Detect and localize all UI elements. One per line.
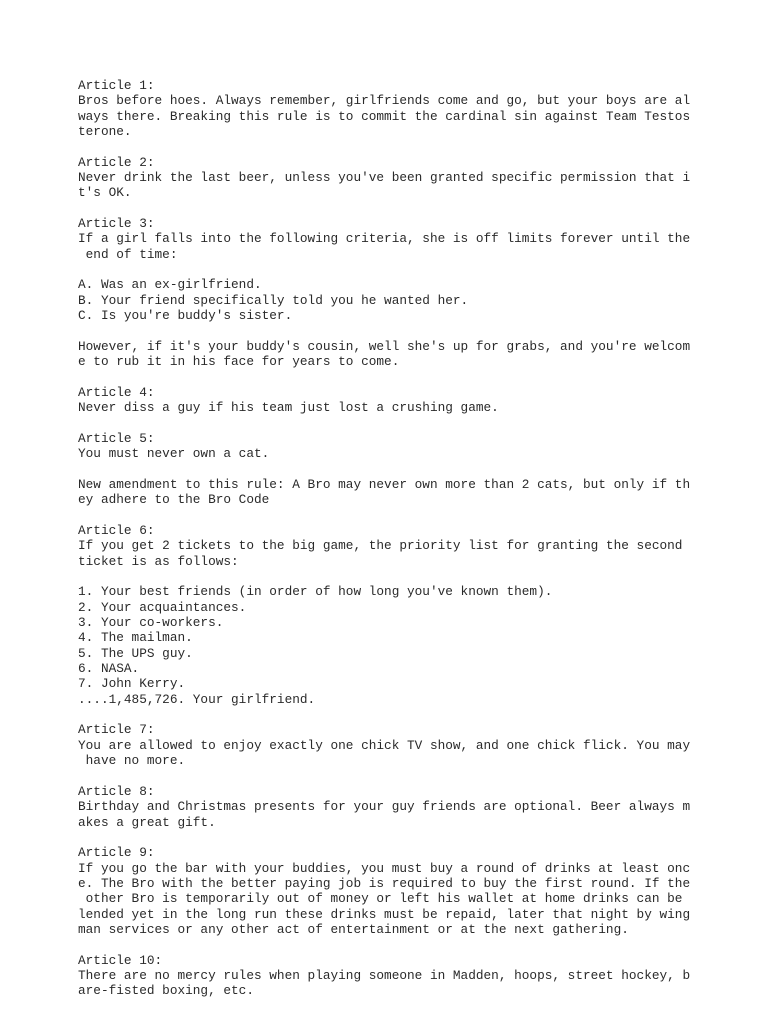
text-line: ticket is as follows: bbox=[78, 553, 239, 569]
article-heading: Article 8: bbox=[78, 783, 155, 799]
article-heading: Article 7: bbox=[78, 722, 155, 738]
list-item: 2. Your acquaintances. bbox=[78, 599, 247, 615]
list-item: 7. John Kerry. bbox=[78, 676, 186, 692]
text-line: have no more. bbox=[78, 753, 186, 769]
list-item: B. Your friend specifically told you he wanted her. bbox=[78, 292, 469, 308]
text-line: man services or any other act of entertainment or at the next gathering. bbox=[78, 921, 629, 937]
article-heading: Article 10: bbox=[78, 952, 163, 968]
text-line: lended yet in the long run these drinks must be repaid, later that night by wing bbox=[78, 906, 691, 922]
text-line: ways there. Breaking this rule is to commit the cardinal sin against Team Testos bbox=[78, 108, 691, 124]
list-item: A. Was an ex-girlfriend. bbox=[78, 277, 262, 293]
article-7 bbox=[78, 722, 758, 768]
list-item: 1. Your best friends (in order of how long you've known them). bbox=[78, 584, 553, 600]
article-8 bbox=[78, 784, 758, 830]
text-line: Birthday and Christmas presents for your guy friends are optional. Beer always m bbox=[78, 799, 691, 815]
article-9 bbox=[78, 845, 758, 937]
text-line: e to rub it in his face for years to come. bbox=[78, 354, 400, 370]
article-10 bbox=[78, 953, 758, 999]
text-line: There are no mercy rules when playing someone in Madden, hoops, street hockey, b bbox=[78, 967, 691, 983]
priority-list bbox=[78, 584, 758, 707]
article-1 bbox=[78, 78, 758, 139]
text-line: Bros before hoes. Always remember, girlfriends come and go, but your boys are al bbox=[78, 93, 691, 109]
list-item: ....1,485,726. Your girlfriend. bbox=[78, 691, 316, 707]
text-line: You must never own a cat. bbox=[78, 446, 270, 462]
text-line: akes a great gift. bbox=[78, 814, 216, 830]
text-line: New amendment to this rule: A Bro may never own more than 2 cats, but only if th bbox=[78, 476, 691, 492]
article-2 bbox=[78, 155, 758, 201]
article-5 bbox=[78, 431, 758, 462]
article-3 bbox=[78, 216, 758, 262]
list-item: 4. The mailman. bbox=[78, 630, 193, 646]
text-line: terone. bbox=[78, 124, 132, 140]
text-line: However, if it's your buddy's cousin, well she's up for grabs, and you're welcom bbox=[78, 338, 691, 354]
text-line: ey adhere to the Bro Code bbox=[78, 492, 270, 508]
text-line: end of time: bbox=[78, 246, 178, 262]
text-line: other Bro is temporarily out of money or left his wallet at home drinks can be bbox=[78, 891, 683, 907]
article-heading: Article 2: bbox=[78, 154, 155, 170]
article-3-exception bbox=[78, 339, 758, 370]
article-heading: Article 5: bbox=[78, 430, 155, 446]
text-line: If you go the bar with your buddies, you must buy a round of drinks at least onc bbox=[78, 860, 691, 876]
article-heading: Article 4: bbox=[78, 384, 155, 400]
criteria-list bbox=[78, 277, 758, 323]
article-heading: Article 9: bbox=[78, 845, 155, 861]
list-item: C. Is you're buddy's sister. bbox=[78, 308, 293, 324]
text-line: If a girl falls into the following criteria, she is off limits forever until the bbox=[78, 231, 691, 247]
text-line: Never drink the last beer, unless you've been granted specific permission that i bbox=[78, 170, 691, 186]
text-line: e. The Bro with the better paying job is required to buy the first round. If the bbox=[78, 875, 691, 891]
text-line: Never diss a guy if his team just lost a crushing game. bbox=[78, 400, 499, 416]
text-line: t's OK. bbox=[78, 185, 132, 201]
list-item: 3. Your co-workers. bbox=[78, 615, 224, 631]
list-item: 5. The UPS guy. bbox=[78, 645, 193, 661]
article-heading: Article 6: bbox=[78, 522, 155, 538]
text-line: If you get 2 tickets to the big game, the priority list for granting the second bbox=[78, 538, 683, 554]
text-line: are-fisted boxing, etc. bbox=[78, 983, 254, 999]
article-heading: Article 1: bbox=[78, 78, 155, 93]
article-heading: Article 3: bbox=[78, 216, 155, 232]
article-5-amendment bbox=[78, 477, 758, 508]
article-4 bbox=[78, 385, 758, 416]
list-item: 6. NASA. bbox=[78, 661, 140, 677]
text-line: You are allowed to enjoy exactly one chick TV show, and one chick flick. You may bbox=[78, 737, 691, 753]
document-page bbox=[78, 78, 758, 1014]
article-6 bbox=[78, 523, 758, 569]
